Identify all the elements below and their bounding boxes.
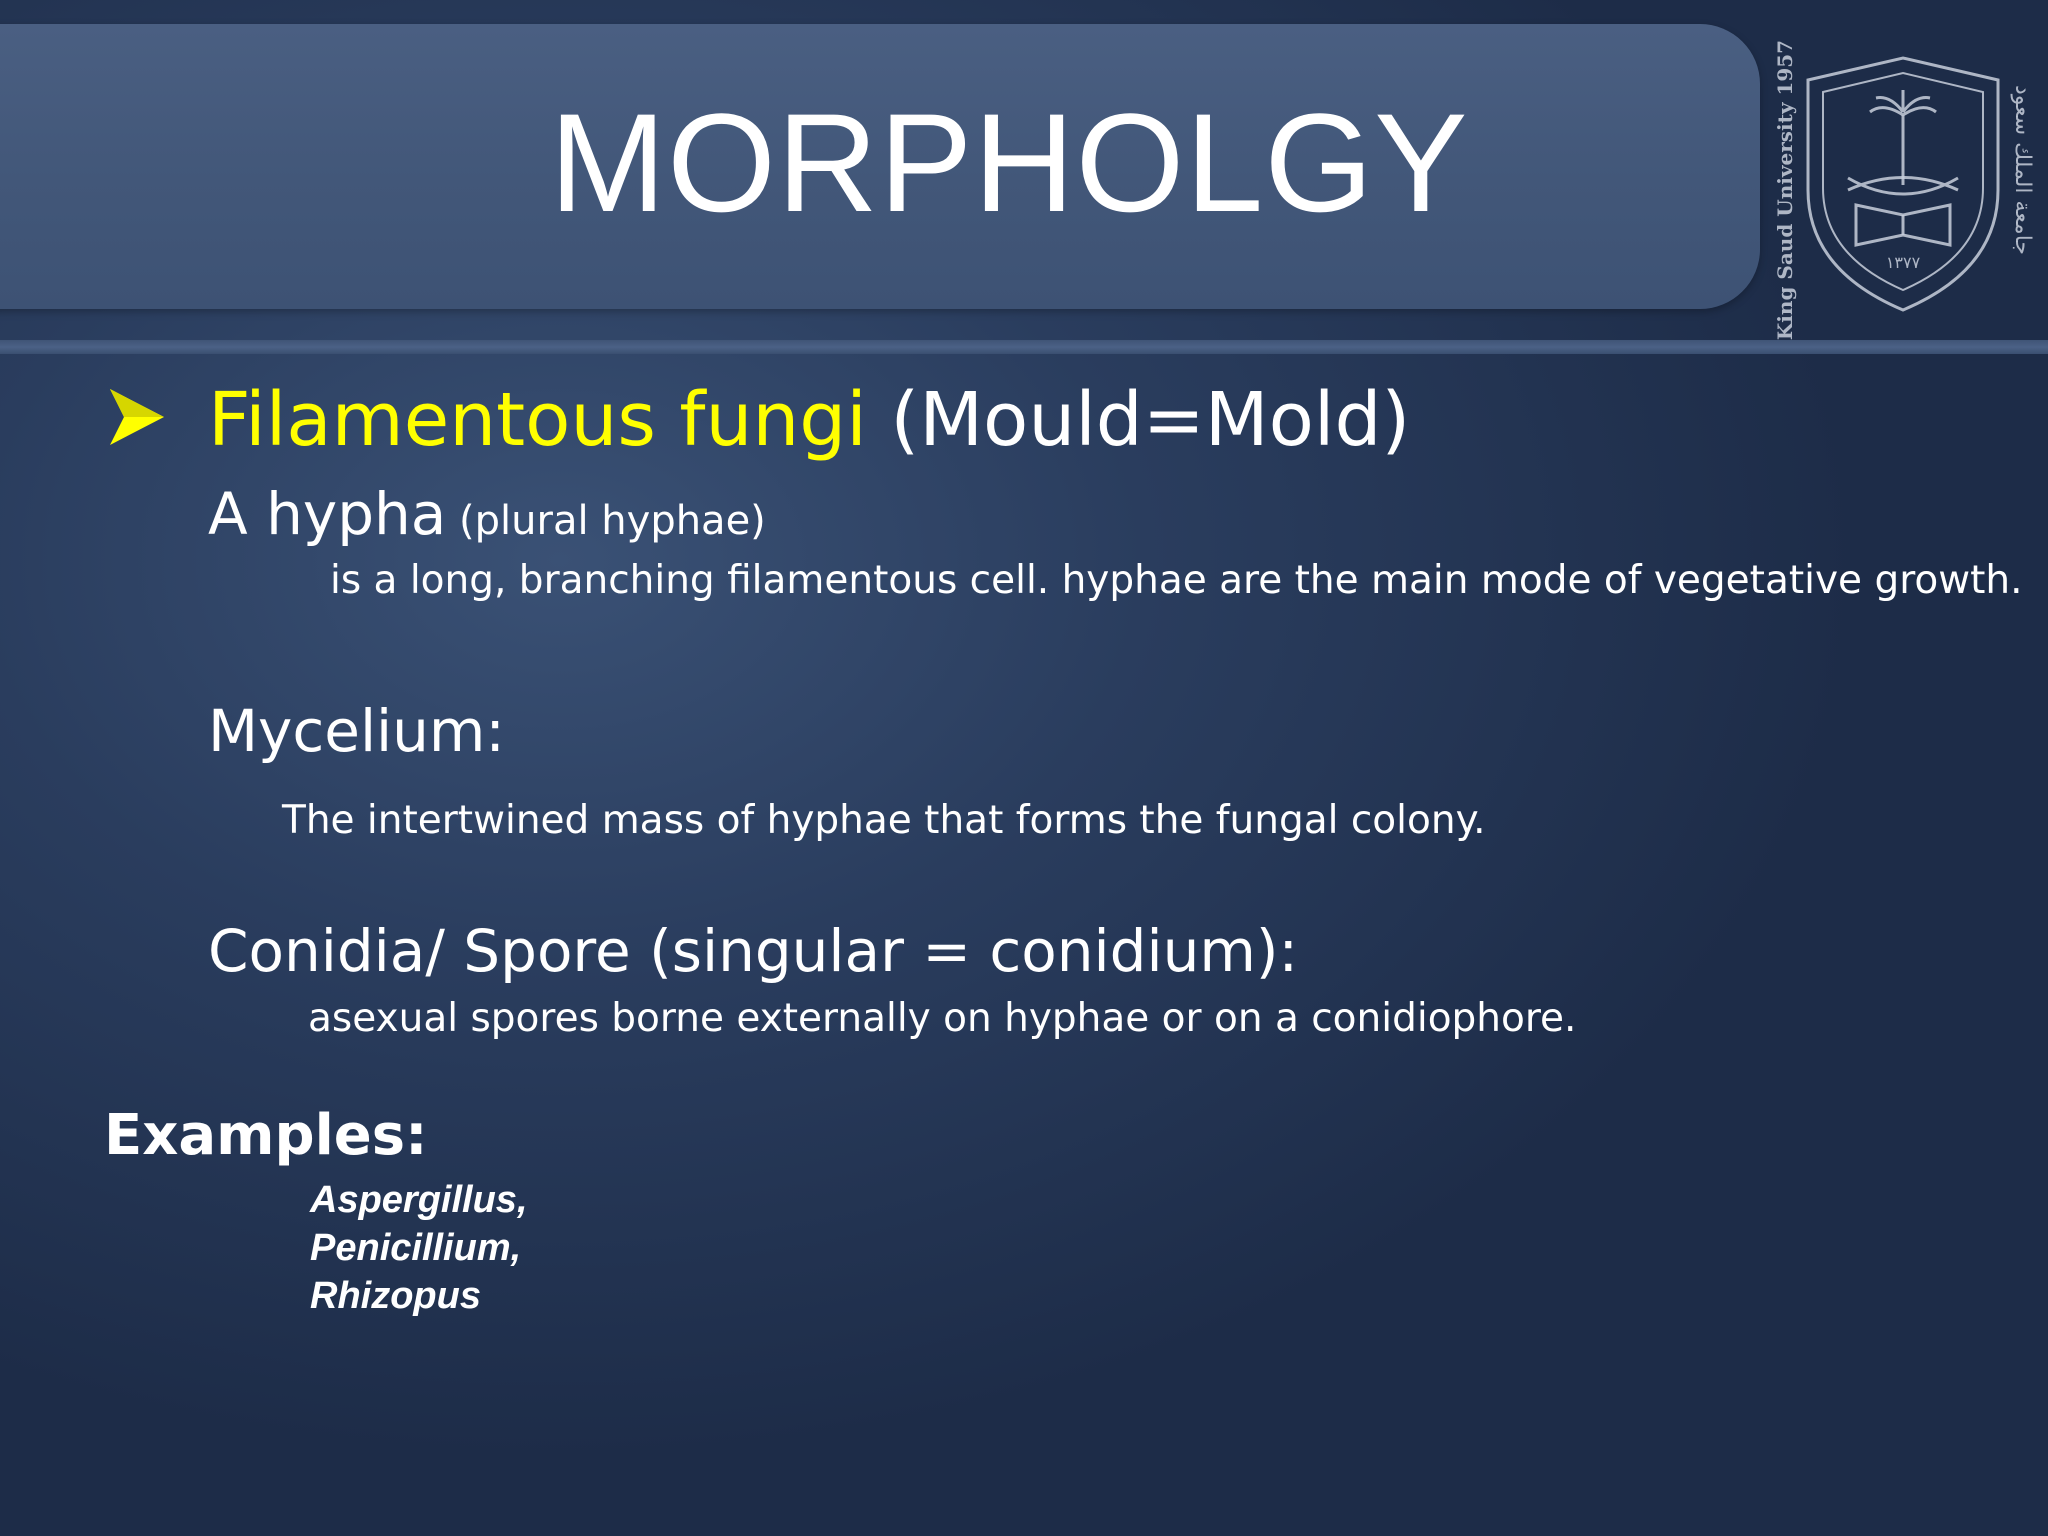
bullet-term: Filamentous fungi xyxy=(208,377,867,463)
slide-title: MORPHOLGY xyxy=(549,84,1469,241)
logo-text xyxy=(1773,40,2035,340)
hypha-description: is a long, branching filamentous cell. hyphae are the main mode of vegetative growth. xyxy=(330,558,2023,603)
example-item-aspergillus: Aspergillus, xyxy=(310,1179,528,1221)
examples-label: Examples: xyxy=(104,1103,428,1168)
logo-text-en: King Saud University 1957 xyxy=(1773,39,1797,341)
hypha-heading xyxy=(208,480,766,555)
example-item-rhizopus: Rhizopus xyxy=(310,1275,481,1317)
logo-year: ١٣٧٧ xyxy=(1885,253,1921,272)
hypha-term: A hypha xyxy=(208,480,447,548)
university-seal-logo xyxy=(1773,39,2035,341)
mycelium-description: The intertwined mass of hyphae that forms the fungal colony. xyxy=(282,798,1486,843)
mycelium-term: Mycelium: xyxy=(208,697,505,765)
logo-text-ar: جامعة الملك سعود xyxy=(2010,84,2035,256)
conidia-term: Conidia/ Spore (singular = conidium): xyxy=(208,917,1298,985)
bullet-heading xyxy=(208,372,1410,468)
bullet-term-rest: (Mould=Mold) xyxy=(866,377,1411,463)
conidia-description: asexual spores borne externally on hyphae or on a conidiophore. xyxy=(308,996,1577,1041)
hypha-plural: (plural hyphae) xyxy=(446,498,766,544)
example-item-penicillium: Penicillium, xyxy=(310,1227,522,1269)
title-divider xyxy=(0,340,2048,354)
arrow-bullet-icon xyxy=(104,385,168,449)
